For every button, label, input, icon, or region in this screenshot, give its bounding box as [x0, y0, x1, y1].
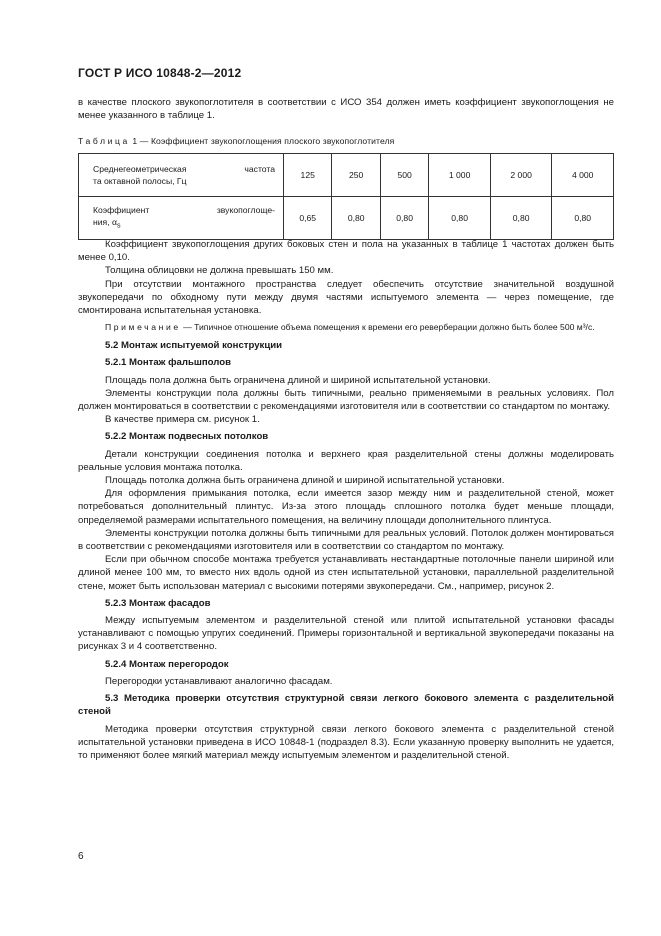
paragraph: Элементы конструкции потолка должны быть типичными для реальных условий. Потолок должен монтироваться в соответствии с рекомендациями изготовителя или в соответствии со стандартом по монтажу. [78, 527, 614, 553]
paragraph: Для оформления примыкания потолка, если имеется зазор между ним и разделительной стеной, может потребоваться дополнительный плинтус. Из-за этого площадь сплошного потолка будет меньше площади, определяемой размерами испытательного помещения, на величину площади дополнительного плинтуса. [78, 488, 614, 526]
frequency-cell: 500 [380, 154, 428, 197]
paragraph: При отсутствии монтажного пространства следует обеспечить отсутствие значительной воздушной звукопередачи по обходному пути между двумя частями испытуемого элемента — через помещение, где смонтирована испытательная установка. [78, 278, 614, 317]
coefficient-label-line2-wrap [93, 216, 275, 232]
note [78, 321, 614, 333]
table-row-frequency [79, 154, 614, 197]
frequency-label-line1: Среднегеометрическая частота [93, 163, 275, 174]
coefficient-cell: 0,80 [429, 197, 491, 240]
frequency-cell: 250 [332, 154, 380, 197]
coefficient-label-line1: Коэффициент звукопоглоще- [93, 204, 275, 215]
section-heading-5-3: 5.3 Методика проверки отсутствия структурной связи легкого бокового элемента с разделительной стеной [78, 693, 614, 718]
frequency-cell: 2 000 [490, 154, 552, 197]
paragraph: Перегородки устанавливают аналогично фасадам. [105, 675, 333, 687]
paragraph: Методика проверки отсутствия структурной связи легкого бокового элемента с разделительной стеной испытательной установки приведена в ИСО 10848-1 (подраздел 8.3). Если указанную проверку выполнить не удается, то применяют более мягкий материал между испытуемым элементом и разделительной стеной. [78, 723, 614, 761]
coefficient-label-line2: ния, α [93, 217, 117, 228]
paragraph: Детали конструкции соединения потолка и верхнего края разделительной стены должны моделировать реальные условия монтажа потолка. [78, 448, 614, 473]
note-text: — Типичное отношение объема помещения к времени его реверберации должно быть более 500 м³/с. [180, 322, 595, 333]
section-heading-5-2-3: 5.2.3 Монтаж фасадов [105, 597, 211, 609]
paragraph: Толщина облицовки не должна превышать 150 мм. [105, 265, 334, 277]
frequency-cell: 4 000 [552, 154, 614, 197]
coefficient-cell: 0,80 [552, 197, 614, 240]
paragraph: В качестве примера см. рисунок 1. [105, 414, 260, 426]
paragraph: Площадь пола должна быть ограничена длиной и шириной испытательной установки. [105, 374, 491, 386]
coefficient-cell: 0,80 [332, 197, 380, 240]
coefficient-cell: 0,65 [284, 197, 332, 240]
table-row-coefficient [79, 197, 614, 240]
coefficient-label-cell [79, 197, 284, 240]
frequency-cell: 125 [284, 154, 332, 197]
section-heading-5-2-4: 5.2.4 Монтаж перегородок [105, 658, 229, 670]
coefficient-label-subscript: s [116, 221, 121, 230]
frequency-label-line2: та октавной полосы, Гц [93, 176, 187, 186]
section-heading-5-2-1: 5.2.1 Монтаж фальшполов [105, 357, 232, 369]
absorption-table [78, 153, 614, 240]
table-caption-text: 1 — Коэффициент звукопоглощения плоского звукопоглотителя [129, 136, 395, 146]
document-header: ГОСТ Р ИСО 10848-2—2012 [78, 66, 242, 80]
table-caption-word: Таблица [78, 136, 130, 146]
main-text [78, 238, 614, 762]
paragraph: Если при обычном способе монтажа требуется устанавливать нестандартные потолочные панели шириной или длиной менее 100 мм, то вместо них вдоль одной из стен испытательной установки, параллельной разделительной стене, может быть использован материал с высокими потерями звукопередачи. См., например, рисунок 2. [78, 554, 614, 592]
coefficient-cell: 0,80 [380, 197, 428, 240]
paragraph: Коэффициент звукопоглощения других боковых стен и пола на указанных в таблице 1 частотах должен быть менее 0,10. [78, 239, 614, 264]
frequency-cell: 1 000 [429, 154, 491, 197]
page-number: 6 [78, 851, 84, 862]
paragraph: Между испытуемым элементом и разделительной стеной или плитой испытательной установки фасады устанавливают с помощью упругих соединений. Примеры горизонтальной и вертикальной звукопередачи показаны на рисунках 3 и 4 соответственно. [78, 615, 614, 653]
note-word: Примечание [105, 322, 181, 333]
intro-paragraph: в качестве плоского звукопоглотителя в соответствии с ИСО 354 должен иметь коэффициент звукопоглощения не менее указанного в таблице 1. [78, 97, 614, 122]
section-heading-5-2: 5.2 Монтаж испытуемой конструкции [105, 340, 283, 352]
frequency-label-cell [79, 154, 284, 197]
section-heading-5-2-2: 5.2.2 Монтаж подвесных потолков [105, 431, 269, 443]
intro-block [78, 96, 614, 122]
table-caption [78, 136, 394, 146]
paragraph: Элементы конструкции пола должны быть типичными, реально применяемыми в реальных условиях. Пол должен монтироваться в соответствии с рекомендациями изготовителя или в соответствии со стандартом по монтажу. [78, 387, 614, 413]
coefficient-cell: 0,80 [490, 197, 552, 240]
paragraph: Площадь потолка должна быть ограничена длиной и шириной испытательной установки. [105, 475, 505, 487]
